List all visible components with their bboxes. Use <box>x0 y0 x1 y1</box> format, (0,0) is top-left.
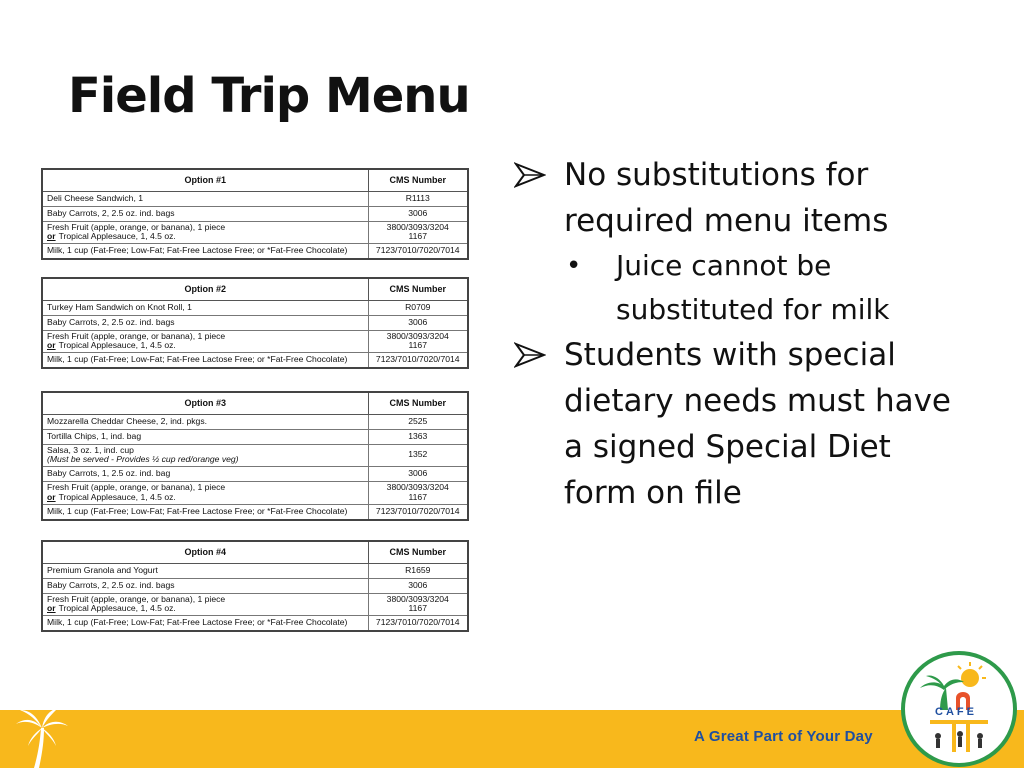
menu-item-cell <box>42 414 368 429</box>
bullet-line: dietary needs must have <box>564 383 952 419</box>
menu-table-option-1 <box>41 168 469 260</box>
cms-number-text: 1167 <box>408 340 427 351</box>
cms-number-text: 1167 <box>408 231 427 242</box>
menu-item-cell <box>42 330 368 353</box>
menu-item-text: Milk, 1 cup (Fat-Free; Low-Fat; Fat-Free Lactose Free; or *Fat-Free Chocolate) <box>47 354 348 365</box>
table-row <box>42 429 468 444</box>
menu-table-option-4 <box>41 540 469 632</box>
cms-number-cell <box>368 593 468 616</box>
table-row <box>42 593 468 616</box>
bullet-list <box>514 152 994 516</box>
cms-number-text: 1363 <box>408 430 428 441</box>
menu-item-text: Salsa, 3 oz. 1, ind. cup <box>47 444 134 455</box>
table-row <box>42 330 468 353</box>
table-header-row <box>42 541 468 563</box>
cms-number-header: CMS Number <box>368 169 468 191</box>
table-row <box>42 467 468 482</box>
option-header: Option #4 <box>42 541 368 563</box>
menu-item-text: Premium Granola and Yogurt <box>47 564 158 575</box>
cms-number-cell <box>368 221 468 244</box>
menu-item-text: Fresh Fruit (apple, orange, or banana), 1 piece <box>47 330 226 341</box>
menu-item-text: Baby Carrots, 1, 2.5 oz. ind. bag <box>47 468 171 479</box>
table-row <box>42 353 468 368</box>
menu-item-line <box>47 341 364 351</box>
cms-number-text: 3800/3093/3204 <box>386 593 449 604</box>
cms-number-cell <box>368 315 468 330</box>
cms-number-text: 3800/3093/3204 <box>386 482 449 493</box>
cms-number-text: 3006 <box>408 316 428 327</box>
cms-number-cell <box>368 505 468 520</box>
table-row <box>42 505 468 520</box>
menu-item-line <box>47 604 364 614</box>
menu-item-text: Tropical Applesauce, 1, 4.5 oz. <box>58 492 176 503</box>
menu-item-cell <box>42 467 368 482</box>
table-row <box>42 300 468 315</box>
menu-item-text: Deli Cheese Sandwich, 1 <box>47 192 144 203</box>
cms-number-text: 7123/7010/7020/7014 <box>375 505 460 516</box>
cms-number-text: 3800/3093/3204 <box>386 221 449 232</box>
menu-item-cell <box>42 578 368 593</box>
cms-number-cell <box>368 429 468 444</box>
table-row <box>42 244 468 259</box>
option-header: Option #2 <box>42 278 368 300</box>
menu-item-text: Fresh Fruit (apple, orange, or banana), 1 piece <box>47 482 226 493</box>
bullet-line: Students with special <box>564 337 896 373</box>
menu-item-text: (Must be served - Provides ½ cup red/orange veg) <box>47 454 239 465</box>
bullet-line: No substitutions for <box>564 157 869 193</box>
cms-number-text: 1167 <box>408 603 427 614</box>
bullet-line: a signed Special Diet <box>564 429 891 465</box>
cms-number-header: CMS Number <box>368 541 468 563</box>
menu-item-cell <box>42 444 368 467</box>
table-row <box>42 414 468 429</box>
menu-item-line <box>47 493 364 503</box>
cms-number-cell <box>368 444 468 467</box>
table-row <box>42 444 468 467</box>
sub-bullet-item <box>514 244 994 332</box>
cms-number-text: R0709 <box>405 301 431 312</box>
menu-item-cell <box>42 563 368 578</box>
bullet-dot: • <box>566 251 582 281</box>
menu-item-text: Tropical Applesauce, 1, 4.5 oz. <box>58 231 176 242</box>
menu-item-cell <box>42 482 368 505</box>
cms-number-text: 3006 <box>408 207 428 218</box>
cms-number-text: 2525 <box>408 415 428 426</box>
cms-number-cell <box>368 206 468 221</box>
or-label: or <box>47 492 56 503</box>
menu-item-cell <box>42 505 368 520</box>
cms-number-cell <box>368 616 468 631</box>
cms-number-header: CMS Number <box>368 278 468 300</box>
menu-item-cell <box>42 221 368 244</box>
cms-number-cell <box>368 578 468 593</box>
cms-number-cell <box>368 482 468 505</box>
arrowhead-bullet-icon <box>514 162 546 188</box>
cms-number-text: 7123/7010/7020/7014 <box>375 354 460 365</box>
menu-item-text: Fresh Fruit (apple, orange, or banana), 1 piece <box>47 593 226 604</box>
table-header-row <box>42 169 468 191</box>
cms-number-cell <box>368 191 468 206</box>
menu-item-cell <box>42 593 368 616</box>
cms-number-cell <box>368 414 468 429</box>
table-header-row <box>42 278 468 300</box>
option-header: Option #3 <box>42 392 368 414</box>
table-row <box>42 578 468 593</box>
menu-item-cell <box>42 191 368 206</box>
cms-number-cell <box>368 353 468 368</box>
menu-item-cell <box>42 616 368 631</box>
cms-number-cell <box>368 467 468 482</box>
cms-number-text: 3800/3093/3204 <box>386 330 449 341</box>
cms-number-cell <box>368 300 468 315</box>
arrowhead-bullet-icon <box>514 342 546 368</box>
menu-item-text: Milk, 1 cup (Fat-Free; Low-Fat; Fat-Free Lactose Free; or *Fat-Free Chocolate) <box>47 245 348 256</box>
table-row <box>42 482 468 505</box>
menu-item-cell <box>42 300 368 315</box>
cms-number-text: 1352 <box>408 449 428 460</box>
menu-item-cell <box>42 315 368 330</box>
menu-item-cell <box>42 429 368 444</box>
menu-item-cell <box>42 206 368 221</box>
cms-number-cell <box>368 563 468 578</box>
slide-title: Field Trip Menu <box>68 68 470 124</box>
menu-item-text: Tropical Applesauce, 1, 4.5 oz. <box>58 340 176 351</box>
cafe-logo-text: CAFE <box>935 706 977 718</box>
table-row <box>42 206 468 221</box>
sub-bullet-line: substituted for milk <box>616 293 890 326</box>
cms-number-text: 3006 <box>408 579 428 590</box>
table-header-row <box>42 392 468 414</box>
menu-item-cell <box>42 353 368 368</box>
bullet-line: required menu items <box>564 203 889 239</box>
palm-tree-icon <box>14 706 70 768</box>
cms-number-text: 7123/7010/7020/7014 <box>375 245 460 256</box>
cms-number-text: 7123/7010/7020/7014 <box>375 617 460 628</box>
menu-item-text: Tropical Applesauce, 1, 4.5 oz. <box>58 603 176 614</box>
menu-item-text: Baby Carrots, 2, 2.5 oz. ind. bags <box>47 316 175 327</box>
table-row <box>42 563 468 578</box>
or-label: or <box>47 603 56 614</box>
sub-bullet-line: Juice cannot be <box>616 249 832 282</box>
cms-number-text: R1659 <box>405 564 431 575</box>
menu-item-text: Turkey Ham Sandwich on Knot Roll, 1 <box>47 301 192 312</box>
menu-item-cell <box>42 244 368 259</box>
menu-item-text: Fresh Fruit (apple, orange, or banana), 1 piece <box>47 221 226 232</box>
cms-number-text: 3006 <box>408 468 428 479</box>
table-row <box>42 616 468 631</box>
bullet-line: form on file <box>564 475 742 511</box>
bullet-item <box>514 152 994 244</box>
cms-number-text: R1113 <box>405 192 430 203</box>
cms-number-cell <box>368 330 468 353</box>
option-header: Option #1 <box>42 169 368 191</box>
menu-item-text: Milk, 1 cup (Fat-Free; Low-Fat; Fat-Free Lactose Free; or *Fat-Free Chocolate) <box>47 617 348 628</box>
menu-item-text: Baby Carrots, 2, 2.5 oz. ind. bags <box>47 207 175 218</box>
menu-item-text: Milk, 1 cup (Fat-Free; Low-Fat; Fat-Free Lactose Free; or *Fat-Free Chocolate) <box>47 505 348 516</box>
table-row <box>42 315 468 330</box>
table-row <box>42 221 468 244</box>
menu-item-text: Baby Carrots, 2, 2.5 oz. ind. bags <box>47 579 175 590</box>
menu-table-option-3 <box>41 391 469 521</box>
bullet-item <box>514 332 994 516</box>
menu-item-line <box>47 232 364 242</box>
cms-number-cell <box>368 244 468 259</box>
table-row <box>42 191 468 206</box>
menu-item-text: Tortilla Chips, 1, ind. bag <box>47 430 142 441</box>
or-label: or <box>47 340 56 351</box>
or-label: or <box>47 231 56 242</box>
cms-number-text: 1167 <box>408 492 427 503</box>
cms-number-header: CMS Number <box>368 392 468 414</box>
footer-tagline: A Great Part of Your Day <box>694 728 873 745</box>
menu-table-option-2 <box>41 277 469 369</box>
menu-item-text: Mozzarella Cheddar Cheese, 2, ind. pkgs. <box>47 415 208 426</box>
